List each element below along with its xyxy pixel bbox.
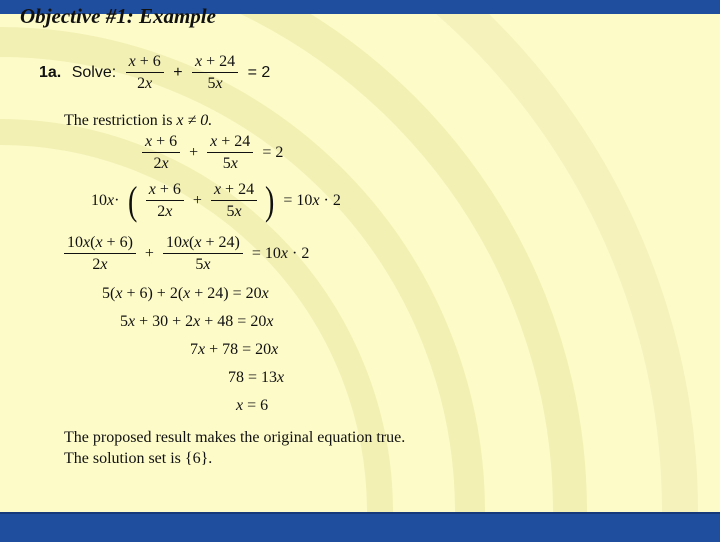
step-7: 78 = 13x [228, 369, 285, 386]
problem-instruction: Solve: [71, 64, 117, 81]
fraction: $\frac{10x(x + 24)}{5x}$ [163, 235, 243, 273]
solution-set-value: {6}. [184, 450, 213, 467]
fraction: $\frac{x + 24}{5x}$ [211, 182, 257, 220]
step-5: 5x + 30 + 2x + 48 = 20x [120, 313, 274, 330]
fraction: $\frac{x + 6}{2x}$ [146, 182, 184, 220]
conclusion-line-2 [64, 450, 212, 468]
conclusion-line-1: The proposed result makes the original equation true. [64, 429, 406, 446]
restriction-line [64, 112, 212, 130]
fraction: $\frac{x + 24}{5x}$ [207, 134, 253, 172]
restriction-expr: x ≠ 0. [176, 112, 213, 129]
fraction: $\frac{x + 6}{2x}$ [142, 134, 180, 172]
step-2: 10x· ( $\frac{x + 6}{2x}$ + $\frac{x + 24}{5x}$ ) = 10x · 2 [91, 178, 341, 223]
slide-title: Objective #1: Example [20, 4, 216, 28]
step-6: 7x + 78 = 20x [190, 341, 279, 358]
fraction: $\frac{10x(x + 6)}{2x}$ [64, 235, 136, 273]
step-1: $\frac{x + 6}{2x}$ + $\frac{x + 24}{5x}$ = 2 [140, 134, 286, 172]
fraction: $\frac{x + 6}{2x}$ [126, 54, 164, 92]
step-3: $\frac{10x(x + 6)}{2x}$ + $\frac{10x(x + 24)}{5x}$ = 10x · 2 [62, 235, 312, 273]
problem-statement: 1a. Solve: $\frac{x + 6}{2x}$ + $\frac{x + 24}{5x}$ = 2 [36, 54, 273, 92]
step-8: x = 6 [236, 397, 269, 414]
bottom-bar [0, 512, 720, 542]
problem-label: 1a. [39, 64, 62, 81]
step-4: 5(x + 6) + 2(x + 24) = 20x [102, 285, 269, 302]
fraction: $\frac{x + 24}{5x}$ [192, 54, 238, 92]
restriction-text: The restriction is [64, 112, 177, 129]
solution-set-label: The solution set is [64, 450, 185, 467]
